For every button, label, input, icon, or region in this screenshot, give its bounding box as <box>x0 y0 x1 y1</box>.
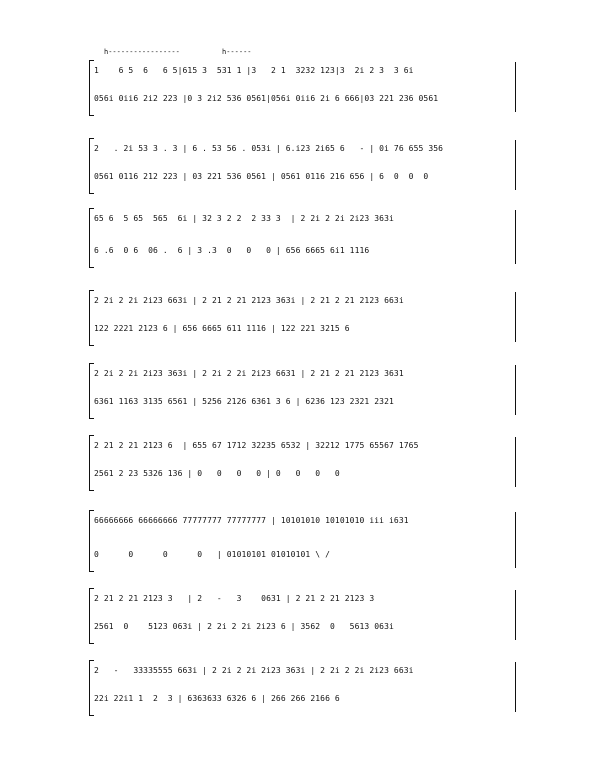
upper-part-line: 2 - 33335555 663i | 2 2i 2 2i 2i23 363i | 2 2i 2 2i 2i23 663i <box>94 666 414 675</box>
upper-part-line: 1 6 5 6 6 5|615 3 531 1 |3 2 1 3232 123|3 2i 2 3 3 6i <box>94 66 414 75</box>
final-barline <box>515 437 516 487</box>
lower-part-line: 6 .6 0 6 06 . 6 | 3 .3 0 0 0 | 656 6665 6i1 1116 <box>94 246 370 255</box>
final-barline <box>515 590 516 640</box>
upper-part-line: 2 . 2i 53 3 . 3 | 6 . 53 56 . 053i | 6.i23 2i65 6 - | 0i 76 655 356 <box>94 144 444 153</box>
final-barline <box>515 62 516 112</box>
lower-part-line: 2561 2 23 5326 136 | 0 0 0 0 | 0 0 0 0 <box>94 469 340 478</box>
score-system <box>94 588 516 644</box>
lower-part-line: 2561 0 5123 063i | 2 2i 2 2i 2i23 6 | 3562 0 5613 063i <box>94 622 394 631</box>
upper-part-line: 2 2i 2 2i 2i23 363i | 2 2i 2 2i 2i23 6631 | 2 21 2 21 2123 3631 <box>94 369 404 378</box>
score-system <box>94 208 516 268</box>
lower-part-line: 056i 0ii6 2i2 223 |0 3 2i2 536 0561|056i 0ii6 2i 6 666|03 221 236 0561 <box>94 94 439 103</box>
score-system <box>94 48 516 116</box>
lower-part-line: 122 2221 2123 6 | 656 6665 611 1116 | 122 221 3215 6 <box>94 324 350 333</box>
upper-part-line: 2 21 2 21 2123 3 | 2 - 3 0631 | 2 21 2 21 2123 3 <box>94 594 375 603</box>
score-system <box>94 290 516 346</box>
lower-part-line: 22i 22i1 1 2 3 | 6363633 6326 6 | 266 266 2166 6 <box>94 694 340 703</box>
final-barline <box>515 365 516 415</box>
score-system <box>94 138 516 194</box>
lower-part-line: 0 0 0 0 | 01010101 01010101 \ / <box>94 550 330 559</box>
final-barline <box>515 512 516 568</box>
upper-part-line: 66666666 66666666 77777777 77777777 | 10101010 10101010 iii i631 <box>94 516 409 525</box>
upper-part-line: 2 2i 2 2i 2i23 663i | 2 21 2 21 2123 363i | 2 21 2 21 2123 663i <box>94 296 404 305</box>
score-system <box>94 660 516 716</box>
final-barline <box>515 140 516 190</box>
final-barline <box>515 210 516 264</box>
score-system <box>94 435 516 491</box>
score-system <box>94 363 516 419</box>
final-barline <box>515 662 516 712</box>
lower-part-line: 6361 1163 3135 6561 | 5256 2126 6361 3 6 | 6236 123 2321 2321 <box>94 397 394 406</box>
lower-part-line: 0561 0116 212 223 | 03 221 536 0561 | 0561 0116 216 656 | 6 0 0 0 <box>94 172 429 181</box>
score-system <box>94 510 516 572</box>
upper-part-line: 65 6 5 65 565 6i | 32 3 2 2 2 33 3 | 2 2i 2 2i 2i23 363i <box>94 214 394 223</box>
final-barline <box>515 292 516 342</box>
section-mark: h----------------- h------ <box>104 48 252 56</box>
upper-part-line: 2 21 2 21 2123 6 | 655 67 1712 32235 6532 | 32212 1775 65567 1765 <box>94 441 419 450</box>
